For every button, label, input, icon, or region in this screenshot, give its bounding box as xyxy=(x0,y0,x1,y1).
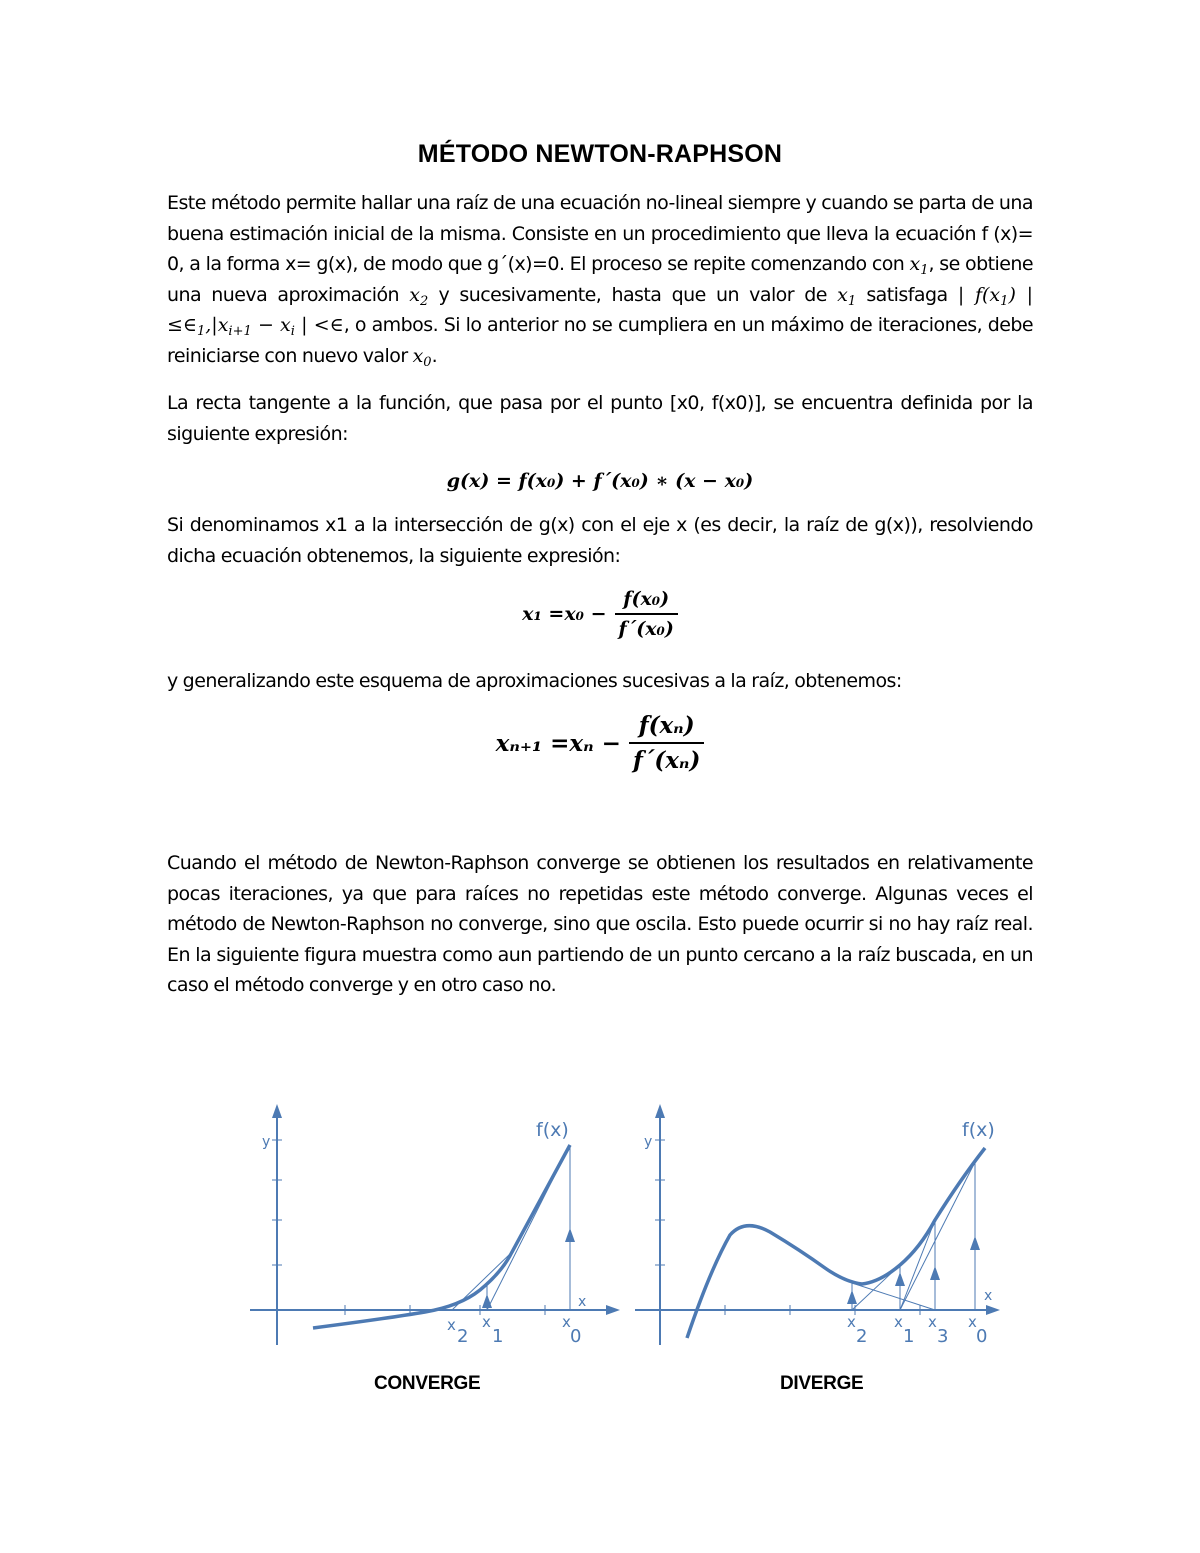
axis-ticks xyxy=(655,1140,920,1315)
arrow-up-x1 xyxy=(482,1294,492,1308)
math-sub: 1 xyxy=(920,263,929,278)
text-run: y sucesivamente, hasta que un valor de xyxy=(428,283,838,306)
text-run: , o ambos. Si lo anterior no se cumpliera en un máximo de iteraciones, debe reiniciarse con nuevo valor xyxy=(167,314,1034,367)
math-sub: 0 xyxy=(423,354,432,370)
fraction-numerator: f(x₀) xyxy=(623,588,670,610)
function-curve xyxy=(313,1145,570,1328)
math-part: | f(x xyxy=(957,283,1001,306)
fraction-numerator: f(xₙ) xyxy=(638,712,695,739)
y-label: y xyxy=(262,1134,271,1150)
equation-xn xyxy=(0,712,1200,774)
text-run: . xyxy=(431,344,438,367)
arrow-up-x0 xyxy=(970,1236,980,1250)
paragraph-intersection: Si denominamos x1 a la intersección de g(x) con el eje x (es decir, la raíz de g(x)), resolviendo dicha ecuación obtenemos, la siguiente expresión: xyxy=(167,514,1033,567)
x-label: x xyxy=(578,1294,587,1310)
fraction-denominator: f´(x₀) xyxy=(618,618,674,640)
paragraph-tangent: La recta tangente a la función, que pasa por el punto [x0, f(x0)], se encuentra definida por la siguiente expresión: xyxy=(167,392,1033,445)
fraction-bar xyxy=(615,613,678,615)
tick-label-x2 xyxy=(847,1313,867,1347)
math-var: x xyxy=(837,283,848,306)
caption-diverge: DIVERGE xyxy=(780,1373,864,1394)
math-var: x xyxy=(409,283,420,306)
text-run: Este método permite hallar una raíz de una ecuación no-lineal siempre y cuando se parta de una buena estimación inicial de la misma. Consiste en un procedimiento que lleva la ecuación f (x)= 0, a la forma x= g(x), de modo que g´(x)=0. El proceso se repite comenzando con xyxy=(167,192,1033,275)
arrow-up-x3 xyxy=(930,1266,940,1280)
paragraph-intro xyxy=(167,188,1033,371)
math-x1b xyxy=(837,283,857,309)
tangent-line-x1 xyxy=(852,1265,900,1310)
arrow-up-x0 xyxy=(565,1228,575,1242)
x-axis-arrow xyxy=(606,1305,620,1315)
equation-lhs: x₁ = xyxy=(522,603,565,625)
figure-diverge xyxy=(630,1100,1010,1360)
math-var: x xyxy=(412,344,424,367)
y-label: y xyxy=(644,1134,653,1150)
tick-label-x1 xyxy=(894,1313,914,1347)
math-var: x xyxy=(909,253,921,275)
tick-var: x xyxy=(447,1316,456,1334)
tick-sub: 2 xyxy=(457,1326,469,1347)
x-label: x xyxy=(984,1288,993,1304)
function-label: f(x) xyxy=(536,1119,569,1141)
math-sub: 1 xyxy=(1000,293,1009,309)
equation-x1 xyxy=(0,588,1200,640)
tangent-line-x1 xyxy=(452,1252,512,1310)
tick-sub: 1 xyxy=(903,1326,915,1347)
math-x2 xyxy=(409,283,429,309)
tick-label-x1 xyxy=(482,1313,503,1347)
tick-sub: 0 xyxy=(976,1326,988,1347)
fraction xyxy=(629,712,704,774)
tick-label-x3 xyxy=(928,1313,948,1347)
tick-sub: 0 xyxy=(570,1326,582,1347)
tick-label-x2 xyxy=(447,1316,468,1347)
tick-label-x0 xyxy=(968,1313,987,1347)
math-sub: i+1 xyxy=(228,324,252,339)
tangent-line-x2 xyxy=(852,1283,935,1310)
caption-converge: CONVERGE xyxy=(374,1373,481,1394)
tick-sub: 2 xyxy=(856,1326,868,1347)
math-part: − x xyxy=(251,314,291,336)
math-part: ,|x xyxy=(205,314,229,336)
arrow-up-x1 xyxy=(895,1272,905,1286)
tick-sub: 1 xyxy=(492,1326,504,1347)
tick-label-x0 xyxy=(562,1313,581,1347)
tangent-line-x0 xyxy=(487,1145,570,1310)
math-sub: i xyxy=(290,324,295,339)
tick-var: x xyxy=(562,1313,571,1331)
page-title: MÉTODO NEWTON-RAPHSON xyxy=(417,140,783,168)
math-sub: 1 xyxy=(196,324,206,339)
tangent-line-x3 xyxy=(900,1220,935,1310)
paragraph-convergence: Cuando el método de Newton-Raphson converge se obtienen los resultados en relativamente pocas iteraciones, ya que para raíces no repetidas este método converge. Algunas veces el método de Newton-Raphson no converge, sino que oscila. Esto puede ocurrir si no hay raíz real. En la siguiente figura muestra como aun partiendo de un punto cercano a la raíz buscada, en un caso el método converge y en otro caso no. xyxy=(167,852,1033,996)
math-part: ) | ≤∈ xyxy=(167,283,1034,336)
math-x0 xyxy=(412,344,432,370)
fraction-bar xyxy=(629,742,704,744)
math-sub: 1 xyxy=(847,293,857,309)
equation-lhs: xₙ₊₁ = xyxy=(495,729,570,757)
equation-xn-term: xₙ − xyxy=(569,729,621,757)
tick-var: x xyxy=(894,1313,903,1331)
function-label: f(x) xyxy=(962,1119,995,1141)
tick-var: x xyxy=(968,1313,977,1331)
tangent-line-x0 xyxy=(900,1162,975,1310)
text-run: satisfaga xyxy=(856,283,958,306)
math-part: | <∈ xyxy=(294,314,344,336)
text-run: , se obtiene una nueva aproximación xyxy=(167,253,1033,306)
equation-x0: x₀ − xyxy=(564,603,607,625)
figure-converge xyxy=(240,1100,630,1360)
arrow-up-x2 xyxy=(847,1290,857,1304)
axis-ticks xyxy=(272,1140,545,1315)
y-axis-arrow xyxy=(272,1104,282,1118)
fraction-denominator: f´(xₙ) xyxy=(632,747,701,774)
math-sub: 2 xyxy=(419,293,429,309)
math-x1 xyxy=(909,253,929,278)
equation-tangent: g(x) = f(x₀) + f´(x₀) ∗ (x − x₀) xyxy=(446,470,754,492)
tick-var: x xyxy=(928,1313,937,1331)
x-axis-arrow xyxy=(986,1305,1000,1315)
paragraph-generalize: y generalizando este esquema de aproximaciones sucesivas a la raíz, obtenemos: xyxy=(167,670,902,692)
tick-sub: 3 xyxy=(937,1326,949,1347)
tick-var: x xyxy=(847,1313,856,1331)
fraction xyxy=(615,588,678,640)
y-axis-arrow xyxy=(655,1104,665,1118)
tick-var: x xyxy=(482,1313,491,1331)
